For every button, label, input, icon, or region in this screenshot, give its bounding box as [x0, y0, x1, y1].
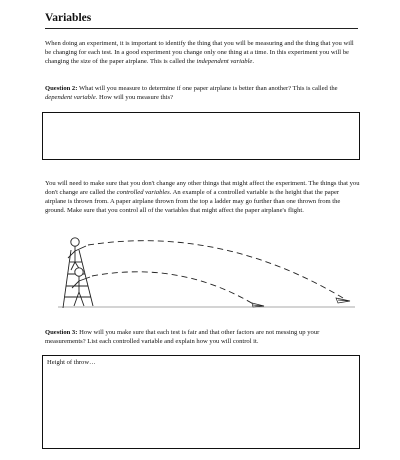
question-3-answer-box[interactable]: [42, 355, 360, 449]
paper-airplane-far-icon: [336, 298, 350, 303]
independent-variable-term: independent variable: [196, 57, 253, 65]
question-2-label: Question 2:: [45, 85, 78, 92]
question-3-label: Question 3:: [45, 329, 78, 336]
intro-end: .: [252, 57, 254, 65]
question-3-box-prompt: Height of throw…: [47, 359, 96, 366]
page-title: Variables: [45, 12, 92, 24]
high-flight-path: [88, 241, 343, 298]
ladder-icon: [63, 250, 93, 308]
question-2-text: What will you measure to determine if one paper airplane is better than another? This is called the: [77, 85, 338, 92]
dependent-variable-term: dependent variable: [45, 93, 96, 101]
controlled-variables-term: controlled variables: [116, 188, 170, 196]
paper-airplane-near-icon: [252, 303, 264, 307]
intro-text: When doing an experiment, it is important to identify the thing that you will be measuring and the thing that you will be changing for each test. In a good experiment you change only one thing at a time. In this experiment you will be changing the size of the paper airplane. This is called the: [45, 40, 354, 65]
person-on-ground-icon: [72, 268, 90, 306]
controlled-text: You will need to make sure that you don't change any other things that might affect the experiment. The things that you don't change are called the: [45, 180, 360, 196]
question-3-text: How will you make sure that each test is fair and that other factors are not messing up your measurements? List each controlled variable and explain how you will control it.: [45, 329, 320, 345]
controlled-text-end: . An example of a controlled variable is the height that the paper airplane is thrown from. A paper airplane thrown from the top a ladder may go further than one thrown from the ground. Make sure that you control all of the variables that might affect the paper airplane's flight.: [45, 188, 341, 214]
low-flight-path: [92, 272, 255, 305]
question-2-text-end: . How will you measure this?: [95, 93, 173, 101]
question-3: [45, 329, 361, 347]
